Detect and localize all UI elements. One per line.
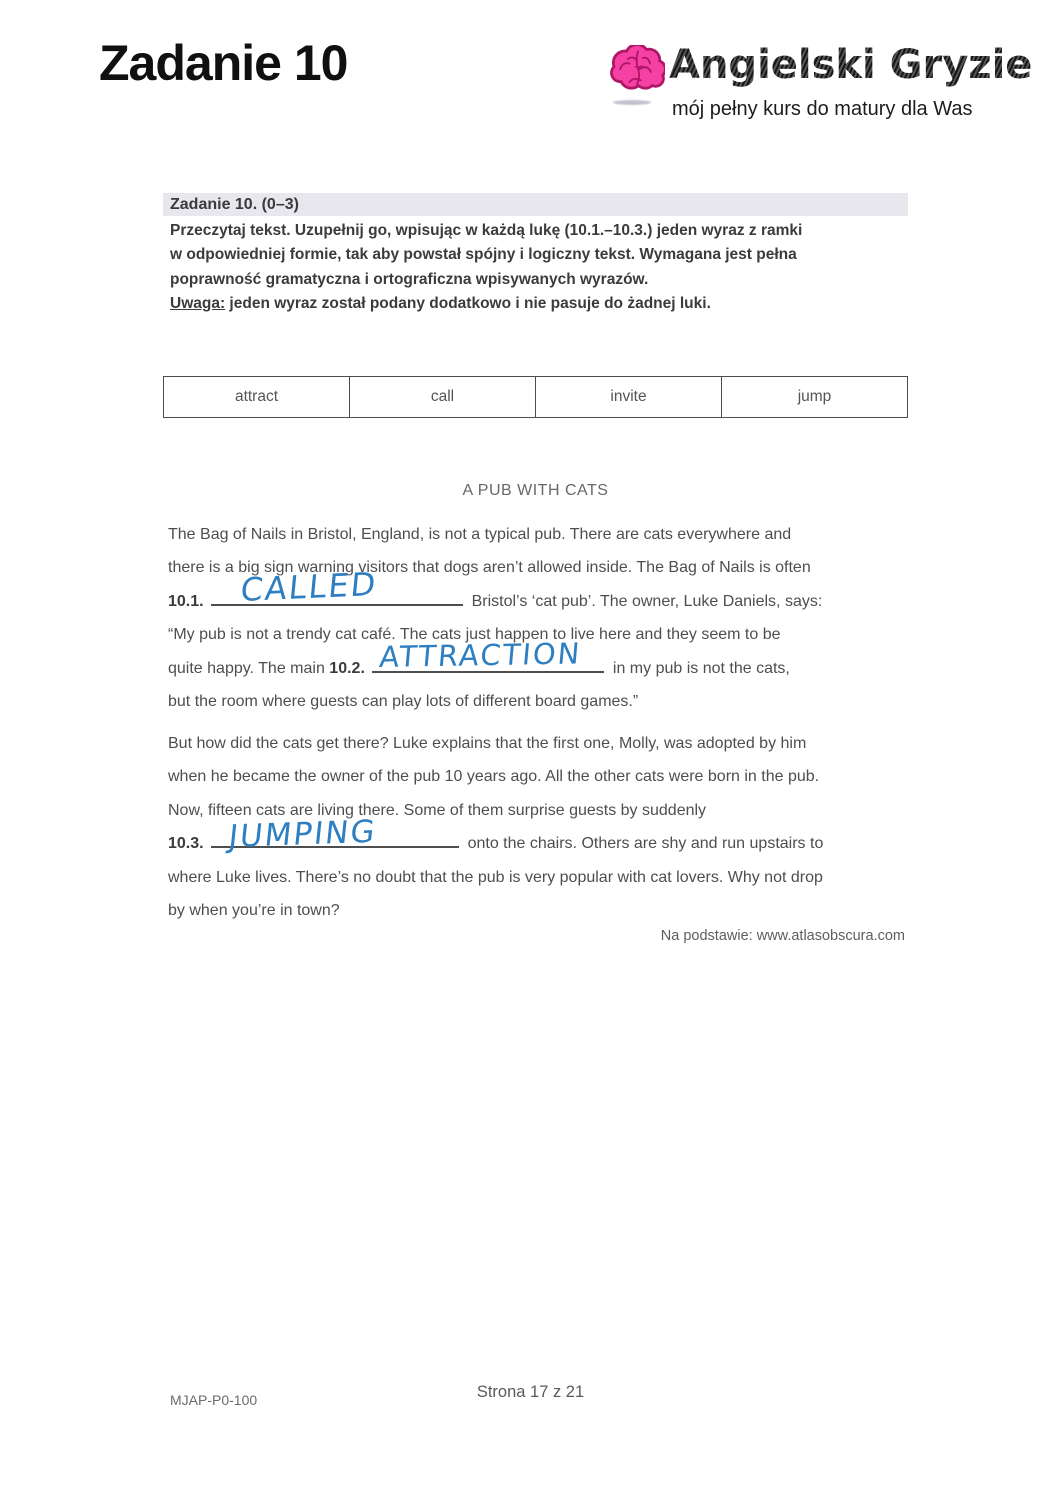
- gap-line-10-3: [163, 813, 908, 860]
- text-line: there is a big sign warning visitors that dogs aren’t allowed inside. The Bag of Nails is often: [168, 559, 811, 577]
- paragraph-2: [163, 727, 908, 927]
- text-line: But how did the cats get there? Luke explains that the first one, Molly, was adopted by him: [168, 735, 807, 752]
- brain-logo-icon: [609, 45, 665, 97]
- paragraph-1: [163, 518, 908, 718]
- brand-tagline: mój pełny kurs do matury dla Was: [672, 98, 973, 120]
- text-line: where Luke lives. There’s no doubt that the pub is very popular with cat lovers. Why not drop: [168, 868, 823, 886]
- gap-1-after-text: Bristol’s ‘cat pub’. The owner, Luke Daniels, says:: [471, 592, 823, 610]
- gap-2-label: 10.2.: [329, 659, 365, 677]
- gap-2-before-text: quite happy. The main: [168, 659, 325, 677]
- note-text: jeden wyraz został podany dodatkowo i nie pasuje do żadnej luki.: [225, 294, 711, 312]
- text-line: by when you’re in town?: [168, 902, 340, 920]
- brand-name: Angielski Gryzie: [669, 42, 1033, 88]
- word-bank-cell: attract: [164, 377, 350, 417]
- word-bank-cell: invite: [536, 377, 722, 417]
- task-heading: Zadanie 10. (0–3): [163, 193, 908, 216]
- handwritten-answer-1: CALLED: [238, 565, 379, 610]
- text-line: but the room where guests can play lots of different board games.”: [168, 693, 639, 711]
- reading-title: A PUB WITH CATS: [462, 482, 609, 499]
- task-instructions: [163, 219, 908, 316]
- gap-3-label: 10.3.: [168, 835, 204, 853]
- logo-shadow: [613, 100, 651, 105]
- handwritten-answer-2: ATTRACTION: [377, 636, 583, 675]
- gap-line-10-2: [163, 636, 908, 685]
- text-line: when he became the owner of the pub 10 years ago. All the other cats were born in the pub.: [168, 768, 820, 786]
- instruction-line: w odpowiedniej formie, tak aby powstał spójny i logiczny tekst. Wymagana jest pełna: [170, 246, 797, 264]
- word-bank-table: [163, 376, 908, 418]
- gap-2-after-text: in my pub is not the cats,: [612, 659, 790, 677]
- page-number: Strona 17 z 21: [476, 1383, 585, 1401]
- page-title: Zadanie 10: [99, 35, 348, 91]
- instruction-line: Przeczytaj tekst. Uzupełnij go, wpisując w każdą lukę (10.1.–10.3.) jeden wyraz z ramki: [170, 222, 803, 239]
- word-bank-cell: jump: [797, 388, 832, 405]
- gap-3-after-text: onto the chairs. Others are shy and run upstairs to: [467, 835, 824, 853]
- word-bank-cell: call: [350, 377, 536, 417]
- handwritten-answer-3: JUMPING: [226, 813, 378, 855]
- gap-2-blank: [372, 636, 604, 675]
- text-line: “My pub is not a trendy cat café. The cats just happen to live here and they seem to be: [168, 626, 781, 644]
- text-line: Now, fifteen cats are living there. Some of them surprise guests by suddenly: [168, 801, 707, 819]
- gap-1-label: 10.1.: [168, 592, 204, 610]
- source-attribution: Na podstawie: www.atlasobscura.com: [660, 928, 905, 944]
- note-label: Uwaga:: [170, 294, 226, 312]
- gap-3-blank: [211, 813, 459, 855]
- document-code: MJAP-P0-100: [170, 1392, 258, 1408]
- gap-1-blank: [211, 565, 463, 610]
- instruction-note: [163, 292, 908, 316]
- instruction-line: poprawność gramatyczna i ortograficzna wpisywanych wyrazów.: [170, 270, 649, 288]
- text-line: The Bag of Nails in Bristol, England, is not a typical pub. There are cats everywhere and: [168, 526, 792, 543]
